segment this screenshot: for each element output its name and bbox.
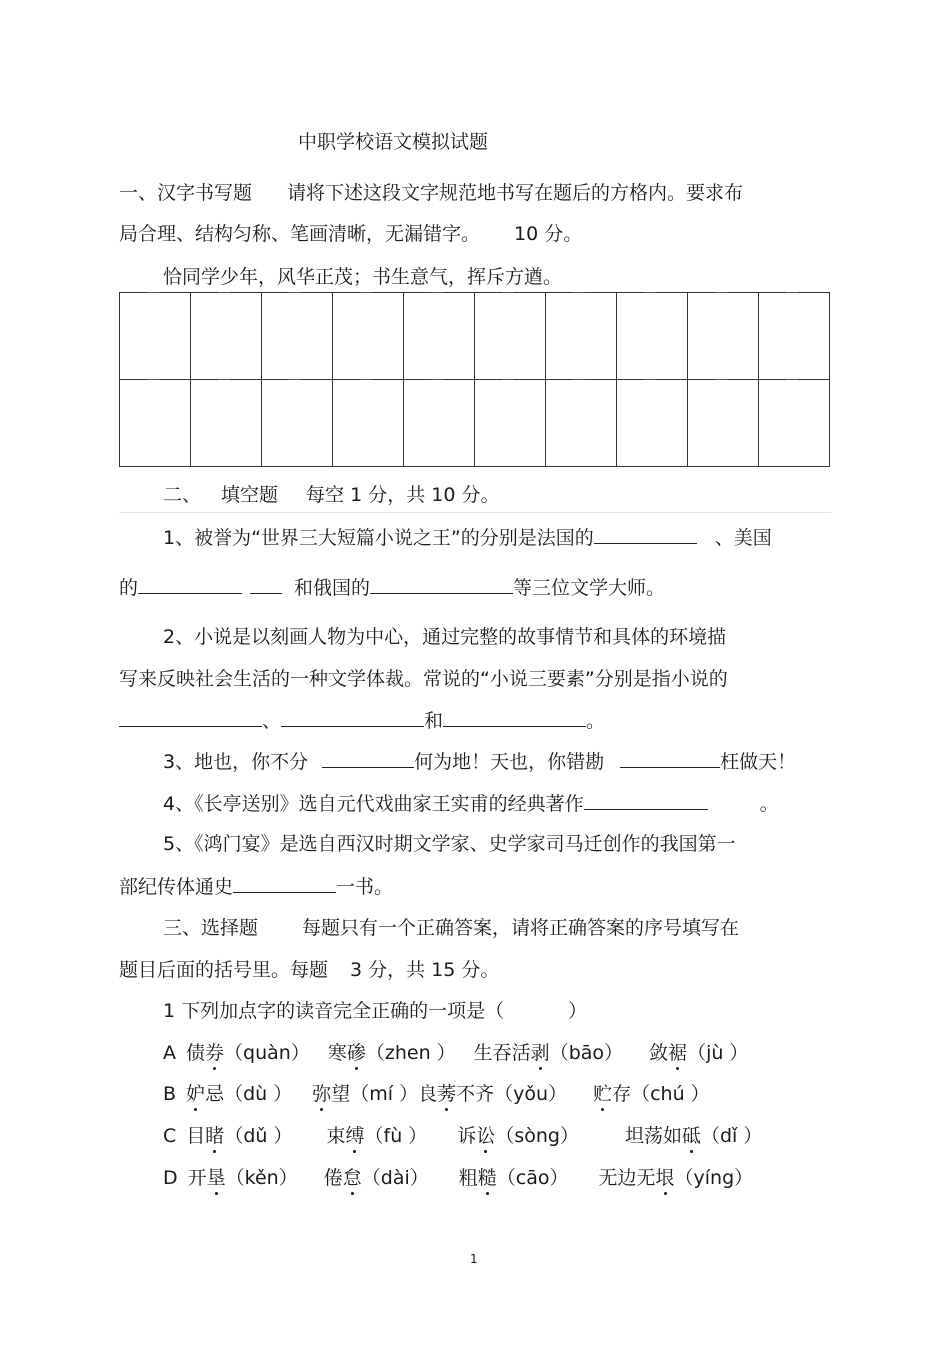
- pinyin: （yíng）: [674, 1167, 754, 1189]
- option-label: C: [163, 1125, 177, 1147]
- q2-2-line2: 写来反映社会生活的一种文学体裁。常说的“小说三要素”分别是指小说的: [119, 668, 728, 690]
- answer-blank[interactable]: [119, 708, 262, 727]
- option-word: 寒: [327, 1042, 347, 1064]
- answer-blank[interactable]: [233, 874, 336, 893]
- answer-blank[interactable]: [594, 525, 697, 544]
- dotted-char: 砥: [681, 1125, 701, 1147]
- section1-line2: [119, 222, 582, 246]
- option-word: 坦荡如: [624, 1125, 682, 1147]
- answer-blank[interactable]: [443, 708, 586, 727]
- section3-line1: [163, 916, 739, 940]
- grid-cell[interactable]: [546, 293, 617, 380]
- dotted-char: 睹: [205, 1125, 225, 1147]
- q3-1-text: ）: [568, 1000, 588, 1022]
- option-word: 倦: [323, 1167, 343, 1189]
- q2-1-line2: [119, 575, 665, 600]
- section2-number: 二、: [163, 484, 202, 506]
- pinyin: （dù ）: [224, 1083, 293, 1105]
- pinyin: （sòng）: [495, 1125, 579, 1147]
- grid-cell[interactable]: [688, 380, 759, 466]
- grid-cell[interactable]: [120, 293, 191, 380]
- option-word: 束: [326, 1125, 346, 1147]
- grid-cell[interactable]: [617, 380, 688, 466]
- q2-5-line1: 5、《鸿门宴》是选自西汉时期文学家、史学家司马迁创作的我国第一: [163, 833, 736, 855]
- page-number: 1: [470, 1252, 478, 1266]
- q2-2-text: 和: [424, 710, 444, 732]
- option-word: 忌: [205, 1083, 225, 1105]
- writing-grid: [119, 292, 830, 467]
- pinyin: （jù ）: [687, 1042, 749, 1064]
- grid-cell[interactable]: [759, 293, 829, 380]
- grid-cell[interactable]: [120, 380, 191, 466]
- dotted-char: 垦: [206, 1167, 226, 1189]
- dotted-char: 碜: [346, 1042, 366, 1064]
- pinyin: （dǐ ）: [700, 1125, 763, 1147]
- q2-1-text: 1、被誉为“世界三大短篇小说之王”的分别是法国的: [163, 527, 594, 549]
- grid-cell[interactable]: [404, 293, 475, 380]
- option-word: 目: [186, 1125, 206, 1147]
- option-word: 存: [612, 1083, 632, 1105]
- q2-1-text: 的: [119, 577, 139, 599]
- grid-cell[interactable]: [475, 380, 546, 466]
- grid-row: [120, 380, 829, 466]
- pinyin: （yǒu）: [494, 1083, 568, 1105]
- dotted-char: 贮: [593, 1083, 613, 1105]
- dotted-char: 妒: [186, 1083, 206, 1105]
- grid-cell[interactable]: [333, 380, 404, 466]
- grid-cell[interactable]: [688, 293, 759, 380]
- pinyin: （kěn）: [225, 1167, 298, 1189]
- option-word: 生吞活: [473, 1042, 531, 1064]
- q2-1-line1: [163, 525, 772, 550]
- answer-blank[interactable]: [250, 575, 282, 594]
- q2-4: [163, 791, 779, 816]
- option-word: 开: [187, 1167, 207, 1189]
- dotted-char: 裾: [668, 1042, 688, 1064]
- grid-cell[interactable]: [333, 293, 404, 380]
- option-word: 无边无: [598, 1167, 656, 1189]
- q2-4-text: 。: [759, 793, 779, 815]
- answer-blank[interactable]: [138, 575, 242, 594]
- dotted-char: 莠: [437, 1083, 457, 1105]
- grid-cell[interactable]: [546, 380, 617, 466]
- answer-blank[interactable]: [584, 791, 708, 810]
- answer-blank[interactable]: [370, 575, 513, 594]
- option-a[interactable]: [163, 1041, 748, 1065]
- grid-row: [120, 293, 829, 380]
- grid-cell[interactable]: [617, 293, 688, 380]
- section3-instruction: 每题只有一个正确答案，请将正确答案的序号填写在: [302, 917, 740, 939]
- pinyin: （dǔ ）: [224, 1125, 293, 1147]
- dotted-char: 垠: [655, 1167, 675, 1189]
- q2-1-text: 等三位文学大师。: [513, 577, 666, 599]
- q2-3: [163, 749, 796, 774]
- dotted-char: 怠: [342, 1167, 362, 1189]
- option-b[interactable]: [163, 1082, 710, 1106]
- section2-name: 填空题: [221, 484, 279, 506]
- q2-2-line3: [119, 708, 605, 733]
- grid-cell[interactable]: [191, 380, 262, 466]
- option-word: 敛: [649, 1042, 669, 1064]
- section1-requirements: 局合理、结构匀称、笔画清晰，无漏错字。: [119, 223, 481, 245]
- option-word: 粗: [458, 1167, 478, 1189]
- q3-1-text: 1 下列加点字的读音完全正确的一项是（: [163, 1000, 505, 1022]
- option-word: 良: [418, 1083, 438, 1105]
- pinyin: （cāo）: [496, 1167, 569, 1189]
- pinyin: （dài）: [361, 1167, 429, 1189]
- dotted-char: 缚: [345, 1125, 365, 1147]
- pinyin: （zhen ）: [365, 1042, 456, 1064]
- dotted-char: 剥: [530, 1042, 550, 1064]
- section1-passage: 恰同学少年，风华正茂；书生意气，挥斥方遒。: [163, 266, 563, 288]
- pinyin: （bāo）: [549, 1042, 624, 1064]
- option-c[interactable]: [163, 1124, 762, 1148]
- grid-cell[interactable]: [475, 293, 546, 380]
- option-label: B: [163, 1083, 177, 1105]
- option-word: 债: [186, 1042, 206, 1064]
- dotted-char: 券: [205, 1042, 225, 1064]
- pinyin: （mí ）: [350, 1083, 419, 1105]
- q2-1-text: 和俄国的: [294, 577, 371, 599]
- grid-cell[interactable]: [262, 293, 333, 380]
- q2-1-text: 、美国: [714, 527, 772, 549]
- dotted-char: 糙: [477, 1167, 497, 1189]
- dotted-char: 讼: [476, 1125, 496, 1147]
- answer-blank[interactable]: [620, 749, 720, 768]
- answer-blank[interactable]: [322, 749, 414, 768]
- option-label: D: [163, 1167, 178, 1189]
- section3-text: 题目后面的括号里。每题: [119, 959, 329, 981]
- q2-5-line2: [119, 874, 393, 899]
- section1-instruction: 请将下述这段文字规范地书写在题后的方格内。要求布: [287, 182, 744, 204]
- q2-2-text: 。: [586, 710, 606, 732]
- section1-line1: [119, 181, 743, 205]
- option-label: A: [163, 1042, 176, 1064]
- q2-3-text: 3、地也，你不分: [163, 751, 309, 773]
- grid-cell[interactable]: [191, 293, 262, 380]
- q2-2-text: 、: [262, 710, 282, 732]
- pinyin: （quàn）: [224, 1042, 310, 1064]
- section2-scoring: 每空 1 分，共 10 分。: [306, 484, 500, 506]
- q2-2-line1: 2、小说是以刻画人物为中心，通过完整的故事情节和具体的环境描: [163, 626, 727, 648]
- option-word: 不齐: [456, 1083, 495, 1105]
- option-word: 诉: [457, 1125, 477, 1147]
- page-title: 中职学校语文模拟试题: [298, 131, 489, 153]
- section1-heading: 一、汉字书写题: [119, 182, 253, 204]
- q2-5-text: 一书。: [336, 876, 394, 898]
- grid-cell[interactable]: [404, 380, 475, 466]
- q2-3-text: 何为地！天也，你错勘: [414, 751, 605, 773]
- section3-line2: [119, 958, 499, 982]
- section2-heading: [163, 483, 499, 507]
- divider: [119, 512, 831, 513]
- q2-3-text: 枉做天！: [720, 751, 797, 773]
- q2-5-text: 部纪传体通史: [119, 876, 234, 898]
- option-d[interactable]: [163, 1166, 753, 1190]
- section3-points: 3 分，共 15 分。: [350, 959, 500, 981]
- q2-4-text: 4、《长亭送别》选自元代戏曲家王实甫的经典著作: [163, 793, 584, 815]
- pinyin: （fù ）: [364, 1125, 428, 1147]
- section1-points: 10 分。: [514, 223, 583, 245]
- grid-cell[interactable]: [759, 380, 829, 466]
- q3-1-stem: [163, 999, 587, 1023]
- option-word: 望: [331, 1083, 351, 1105]
- answer-blank[interactable]: [281, 708, 424, 727]
- grid-cell[interactable]: [262, 380, 333, 466]
- dotted-char: 弥: [312, 1083, 332, 1105]
- section3-heading: 三、选择题: [163, 917, 259, 939]
- pinyin: （chú ）: [631, 1083, 710, 1105]
